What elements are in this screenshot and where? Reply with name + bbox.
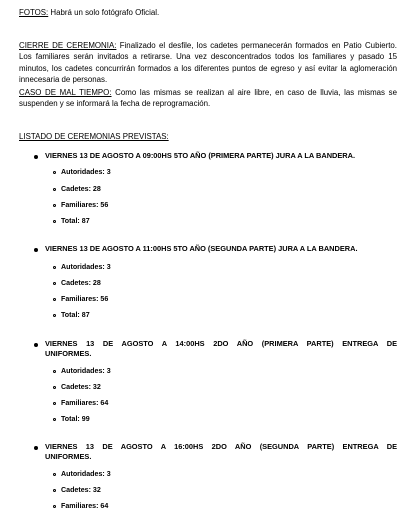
circle-bullet-icon: [53, 266, 56, 269]
circle-bullet-icon: [53, 505, 56, 508]
mal-tiempo-text: Como las mismas se realizan al aire libre, en caso de lluvia, las mismas se suspenden y se informará la fecha de reprogramación.: [19, 88, 397, 109]
ceremony-2-autoridades: Autoridades: 3: [61, 263, 111, 271]
ceremony-1-cadetes: Cadetes: 28: [61, 185, 101, 193]
bullet-icon: [34, 155, 38, 159]
circle-bullet-icon: [53, 282, 56, 285]
ceremony-4-cadetes: Cadetes: 32: [61, 486, 101, 494]
ceremony-1-total: Total: 87: [61, 217, 90, 225]
circle-bullet-icon: [53, 188, 56, 191]
circle-bullet-icon: [53, 489, 56, 492]
cierre-paragraph: [19, 40, 397, 86]
ceremony-title-3-line1: VIERNES 13 DE AGOSTO A 14:00HS 2DO AÑO (PRIMERA PARTE) ENTREGA DE: [45, 339, 397, 348]
circle-bullet-icon: [53, 220, 56, 223]
circle-bullet-icon: [53, 418, 56, 421]
ceremony-3-familiares: Familiares: 64: [61, 399, 109, 407]
cierre-label: CIERRE DE CEREMONIA:: [19, 41, 117, 50]
bullet-icon: [34, 248, 38, 252]
ceremony-title-1: VIERNES 13 DE AGOSTO A 09:00HS 5TO AÑO (PRIMERA PARTE) JURA A LA BANDERA.: [45, 151, 356, 160]
fotos-paragraph: [19, 7, 397, 18]
circle-bullet-icon: [53, 386, 56, 389]
ceremony-2-familiares: Familiares: 56: [61, 295, 109, 303]
ceremony-3-autoridades: Autoridades: 3: [61, 367, 111, 375]
circle-bullet-icon: [53, 171, 56, 174]
circle-bullet-icon: [53, 204, 56, 207]
circle-bullet-icon: [53, 314, 56, 317]
circle-bullet-icon: [53, 298, 56, 301]
ceremony-title-3-line2: UNIFORMES.: [45, 349, 92, 358]
ceremony-4-familiares: Familiares: 64: [61, 502, 109, 510]
circle-bullet-icon: [53, 370, 56, 373]
ceremony-3-total: Total: 99: [61, 415, 90, 423]
mal-tiempo-paragraph: [19, 87, 397, 110]
circle-bullet-icon: [53, 473, 56, 476]
ceremony-3-cadetes: Cadetes: 32: [61, 383, 101, 391]
bullet-icon: [34, 343, 38, 347]
ceremony-2-total: Total: 87: [61, 311, 90, 319]
ceremony-1-autoridades: Autoridades: 3: [61, 168, 111, 176]
ceremony-1-familiares: Familiares: 56: [61, 201, 109, 209]
mal-tiempo-label: CASO DE MAL TIEMPO:: [19, 88, 112, 97]
cierre-text: Finalizado el desfile, los cadetes permanecerán formados en Patio Cubierto. Los familiares serán invitados a retirarse. Una vez desconcentrados todos los familiares y pasado 15 minutos, los cadetes concurrirán formados a los diferentes puntos de egreso y así evitar la aglomeración innecesaria de personas.: [19, 41, 398, 85]
fotos-text: Habrá un solo fotógrafo Oficial.: [48, 8, 160, 17]
ceremony-2-cadetes: Cadetes: 28: [61, 279, 101, 287]
fotos-label: FOTOS:: [19, 8, 49, 17]
listado-title: LISTADO DE CEREMONIAS PREVISTAS:: [19, 132, 169, 141]
circle-bullet-icon: [53, 402, 56, 405]
bullet-icon: [34, 446, 38, 450]
ceremony-4-autoridades: Autoridades: 3: [61, 470, 111, 478]
ceremony-title-2: VIERNES 13 DE AGOSTO A 11:00HS 5TO AÑO (SEGUNDA PARTE) JURA A LA BANDERA.: [45, 244, 358, 253]
ceremony-title-4-line2: UNIFORMES.: [45, 452, 92, 461]
ceremony-title-4-line1: VIERNES 13 DE AGOSTO A 16:00HS 2DO AÑO (SEGUNDA PARTE) ENTREGA DE: [45, 442, 397, 451]
